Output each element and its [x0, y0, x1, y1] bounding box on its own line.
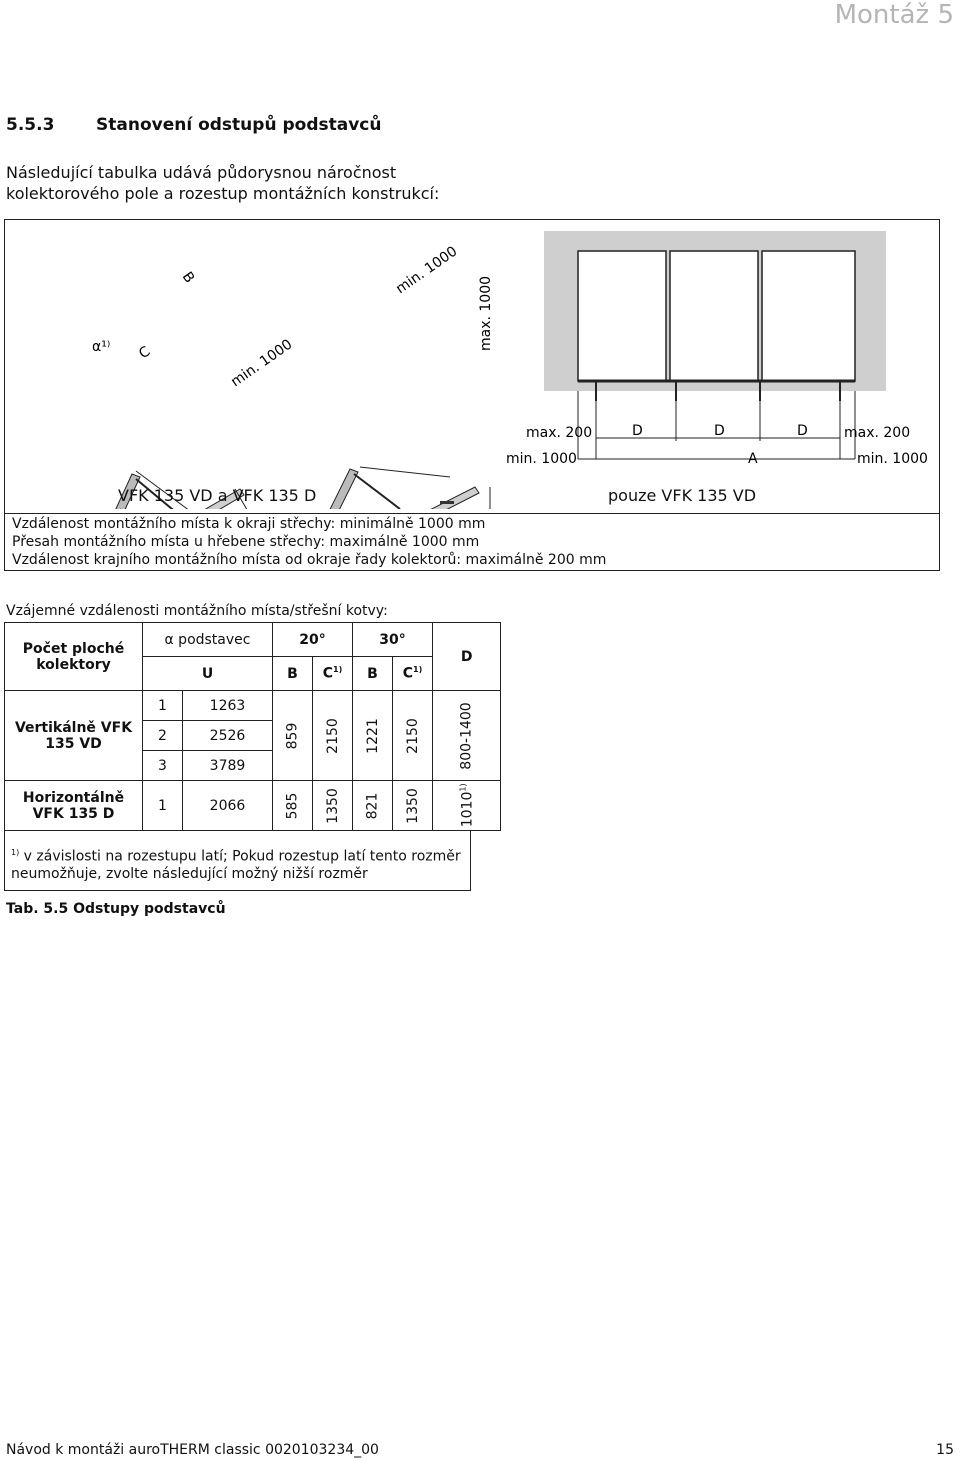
intro-paragraph: Následující tabulka udává půdorysnou náročnost kolektorového pole a rozestup montážních konstrukcí:: [6, 163, 440, 203]
chapter-header: Montáž 5: [834, 0, 954, 30]
mounting-diagram: [0, 219, 940, 509]
table-cell: 3789: [183, 751, 273, 781]
col-header-u: U: [143, 657, 273, 691]
table-cell: 1: [143, 691, 183, 721]
spacing-table: [4, 622, 501, 831]
dim-min1000-right: min. 1000: [857, 451, 928, 467]
dim-max200-left: max. 200: [526, 425, 593, 441]
table-cell: 859: [284, 722, 301, 749]
table-cell: 2150: [324, 717, 341, 754]
footnote-mark: 1): [11, 848, 20, 857]
col-header-count: Počet ploché kolektory: [5, 623, 143, 691]
figure-caption-left: VFK 135 VD a VFK 135 D: [118, 486, 317, 505]
table-cell: 1221: [364, 717, 381, 754]
row-label-vertical: Vertikálně VFK 135 VD: [5, 691, 143, 781]
table-cell: 1350: [404, 787, 421, 824]
figure-caption-right: pouze VFK 135 VD: [608, 486, 757, 505]
col-header-alpha: α podstavec: [143, 623, 273, 657]
table-cell: 1350: [324, 787, 341, 824]
figure-divider: [4, 513, 940, 514]
dim-d-1: D: [632, 423, 643, 439]
table-cell: 2526: [183, 721, 273, 751]
dim-label-min1000-mid: min. 1000: [393, 243, 461, 298]
alpha-label: α¹⁾: [92, 339, 111, 355]
dim-min1000-left: min. 1000: [506, 451, 577, 467]
table-cell: 3: [143, 751, 183, 781]
col-header-c20: $C^{1)}$: [313, 657, 353, 691]
dim-label-max1000: max. 1000: [478, 275, 494, 351]
dim-max200-right: max. 200: [844, 425, 911, 441]
table-cell: 1263: [183, 691, 273, 721]
table-cell: 2150: [404, 717, 421, 754]
dim-label-b: B: [178, 269, 198, 287]
section-title: Stanovení odstupů podstavců: [96, 115, 382, 135]
dim-a: A: [748, 451, 758, 467]
dim-label-c: C: [136, 343, 154, 363]
footnote-text: v závislosti na rozestupu latí; Pokud rozestup latí tento rozměr neumožňuje, zvolte následující možný nižší rozměr: [11, 848, 461, 882]
section-heading: [6, 115, 381, 135]
col-header-b30: B: [353, 657, 393, 691]
table-caption: Tab. 5.5 Odstupy podstavců: [6, 901, 226, 917]
table-cell: 585: [284, 792, 301, 819]
table-cell: 2: [143, 721, 183, 751]
table-footnote: [4, 830, 471, 891]
table-cell: 1: [143, 781, 183, 831]
page-number: 15: [936, 1442, 954, 1458]
figure-note-2: Přesah montážního místa u hřebene střechy: maximálně 1000 mm: [12, 534, 480, 550]
dim-d-3: D: [797, 423, 808, 439]
table-cell: 821: [364, 792, 381, 819]
dim-label-min1000-left: min. 1000: [228, 336, 296, 391]
table-cell: 2066: [183, 781, 273, 831]
figure-note-3: Vzdálenost krajního montážního místa od okraje řady kolektorů: maximálně 200 mm: [12, 552, 607, 568]
figure-note-1: Vzdálenost montážního místa k okraji střechy: minimálně 1000 mm: [12, 516, 486, 532]
table-intro: Vzájemné vzdálenosti montážního místa/střešní kotvy:: [6, 603, 388, 619]
col-header-c30: $C^{1)}$: [393, 657, 433, 691]
section-number: 5.5.3: [6, 115, 55, 135]
col-header-b20: B: [273, 657, 313, 691]
dim-d-2: D: [714, 423, 725, 439]
col-header-20: 20°: [273, 623, 353, 657]
table-cell-d-horizontal: 1010$^{1)}$: [458, 783, 476, 828]
col-header-30: 30°: [353, 623, 433, 657]
col-header-d: D: [433, 623, 501, 691]
table-cell: 800-1400: [458, 701, 475, 770]
footer-text: Návod k montáži auroTHERM classic 0020103234_00: [6, 1442, 379, 1458]
row-label-horizontal: Horizontálně VFK 135 D: [5, 781, 143, 831]
